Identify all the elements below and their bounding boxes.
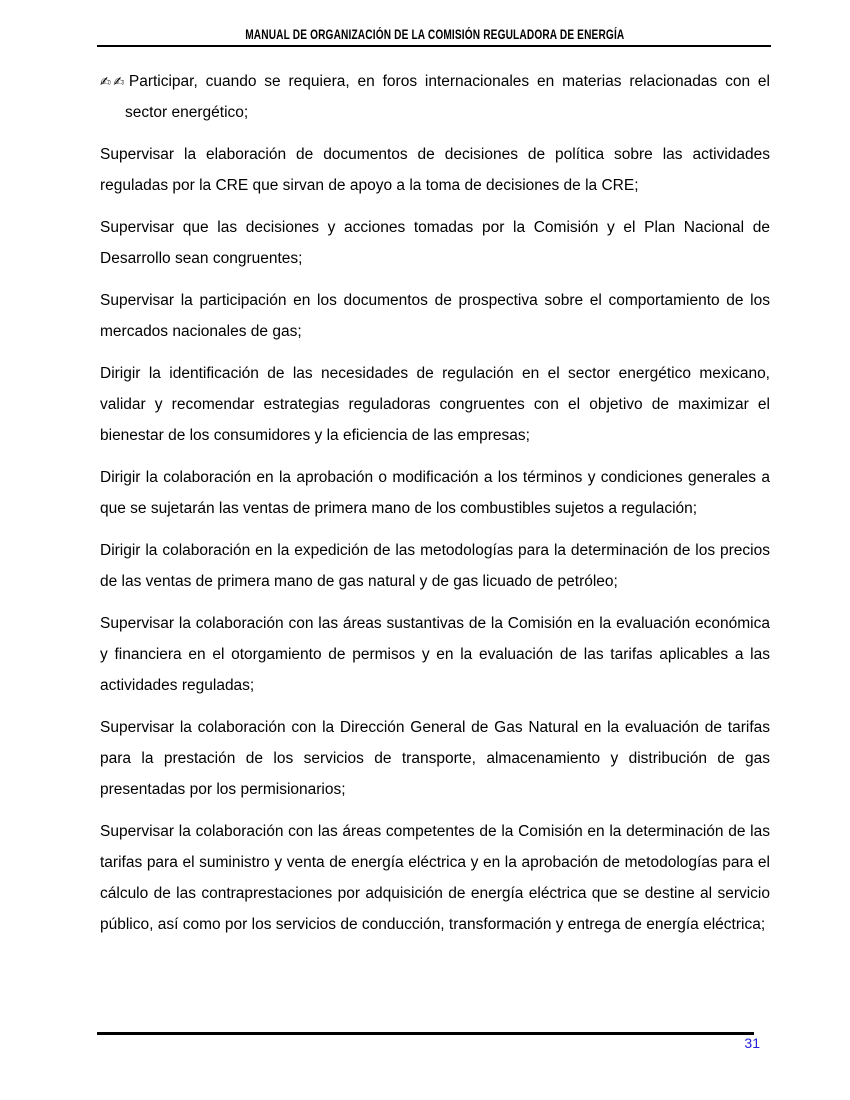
paragraph: Supervisar la colaboración con la Dirección General de Gas Natural en la evaluación de tarifas para la prestación de los servicios de transporte, almacenamiento y distribución de gas presentadas por los permisionarios;	[100, 719, 770, 798]
page-number: 31	[744, 1035, 760, 1051]
header-title: MANUAL DE ORGANIZACIÓN DE LA COMISIÓN REGULADORA DE ENERGÍA	[245, 27, 625, 42]
page-header	[100, 26, 770, 44]
paragraph: Supervisar la colaboración con las áreas sustantivas de la Comisión en la evaluación económica y financiera en el otorgamiento de permisos y en la evaluación de las tarifas aplicables a las actividades reguladas;	[100, 615, 770, 694]
header-rule	[97, 45, 771, 47]
footer-rule	[97, 1032, 754, 1035]
writing-hand-marker-icon: ✍✍	[100, 74, 127, 89]
paragraph: Dirigir la identificación de las necesidades de regulación en el sector energético mexicano, validar y recomendar estrategias reguladoras congruentes con el objetivo de maximizar el bienestar de los consumidores y la eficiencia de las empresas;	[100, 365, 770, 444]
document-body	[100, 66, 770, 951]
paragraph: Dirigir la colaboración en la aprobación o modificación a los términos y condiciones generales a que se sujetarán las ventas de primera mano de los combustibles sujetos a regulación;	[100, 469, 770, 517]
paragraph: ✍✍ Participar, cuando se requiera, en foros internacionales en materias relacionadas con el sector energético;	[100, 73, 770, 121]
paragraph: Supervisar la elaboración de documentos de decisiones de política sobre las actividades reguladas por la CRE que sirvan de apoyo a la toma de decisiones de la CRE;	[100, 146, 770, 194]
paragraph: Supervisar la participación en los documentos de prospectiva sobre el comportamiento de los mercados nacionales de gas;	[100, 292, 770, 340]
paragraph: Supervisar la colaboración con las áreas competentes de la Comisión en la determinación de las tarifas para el suministro y venta de energía eléctrica y en la aprobación de metodologías para el cálculo de las contraprestaciones por adquisición de energía eléctrica que se destine al servicio público, así como por los servicios de conducción, transformación y entrega de energía eléctrica;	[100, 823, 770, 933]
paragraph: Dirigir la colaboración en la expedición de las metodologías para la determinación de los precios de las ventas de primera mano de gas natural y de gas licuado de petróleo;	[100, 542, 770, 590]
paragraph: Supervisar que las decisiones y acciones tomadas por la Comisión y el Plan Nacional de Desarrollo sean congruentes;	[100, 219, 770, 267]
